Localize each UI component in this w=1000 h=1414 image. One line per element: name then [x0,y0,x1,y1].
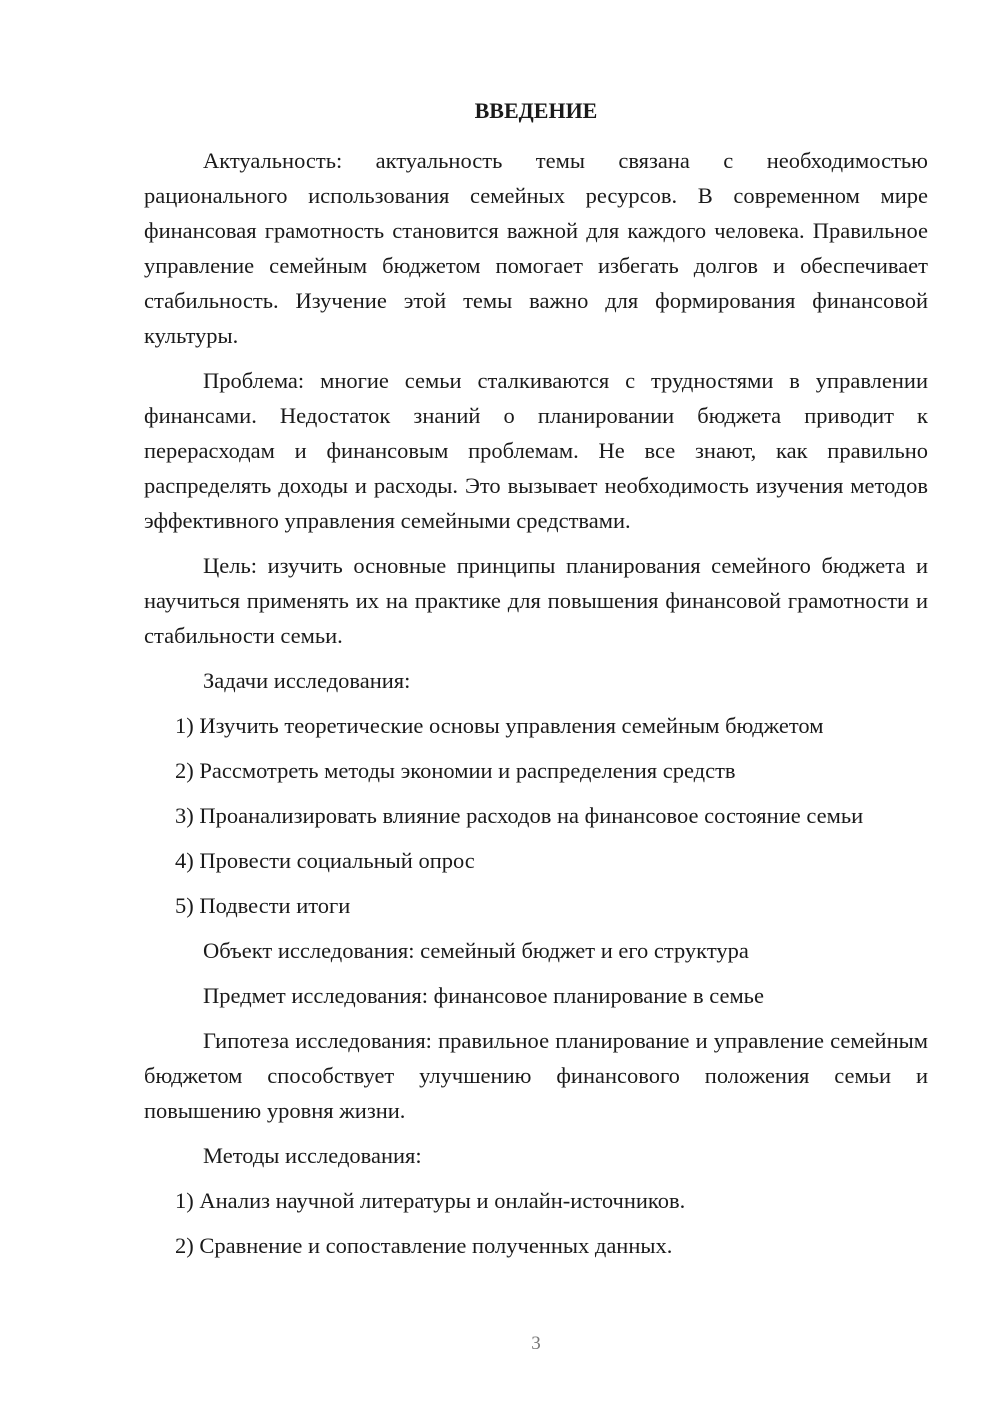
methods-heading: Методы исследования: [203,1143,422,1168]
tasks-heading: Задачи исследования: [203,668,411,693]
problem-paragraph: Проблема: многие семьи сталкиваются с трудностями в управлении финансами. Недостаток знаний о планировании бюджета приводит к перерасходам и финансовым проблемам. Не все знают, как правильно распределять доходы и расходы. Это вызывает необходимость изучения методов эффективного управления семейными средствами. [144,368,928,533]
task-item: 1) Изучить теоретические основы управления семейным бюджетом [175,713,824,738]
task-item: 3) Проанализировать влияние расходов на финансовое состояние семьи [175,803,864,828]
object-paragraph: Объект исследования: семейный бюджет и его структура [203,938,749,963]
task-item: 2) Рассмотреть методы экономии и распределения средств [175,758,736,783]
relevance-paragraph: Актуальность: актуальность темы связана с необходимостью рационального использования семейных ресурсов. В современном мире финансовая грамотность становится важной для каждого человека. Правильное управление семейным бюджетом помогает избегать долгов и обеспечивает стабильность. Изучение этой темы важно для формирования финансовой культуры. [144,148,928,348]
task-item: 4) Провести социальный опрос [175,848,475,873]
subject-paragraph: Предмет исследования: финансовое планирование в семье [203,983,764,1008]
method-item: 2) Сравнение и сопоставление полученных данных. [175,1233,673,1258]
page-number: 3 [531,1333,541,1354]
document-body [144,143,928,1263]
goal-paragraph: Цель: изучить основные принципы планирования семейного бюджета и научиться применять их на практике для повышения финансовой грамотности и стабильности семьи. [144,553,928,648]
hypothesis-paragraph: Гипотеза исследования: правильное планирование и управление семейным бюджетом способствует улучшению финансового положения семьи и повышению уровня жизни. [144,1028,928,1123]
page-title: ВВЕДЕНИЕ [474,98,598,123]
method-item: 1) Анализ научной литературы и онлайн-источников. [175,1188,686,1213]
task-item: 5) Подвести итоги [175,893,351,918]
